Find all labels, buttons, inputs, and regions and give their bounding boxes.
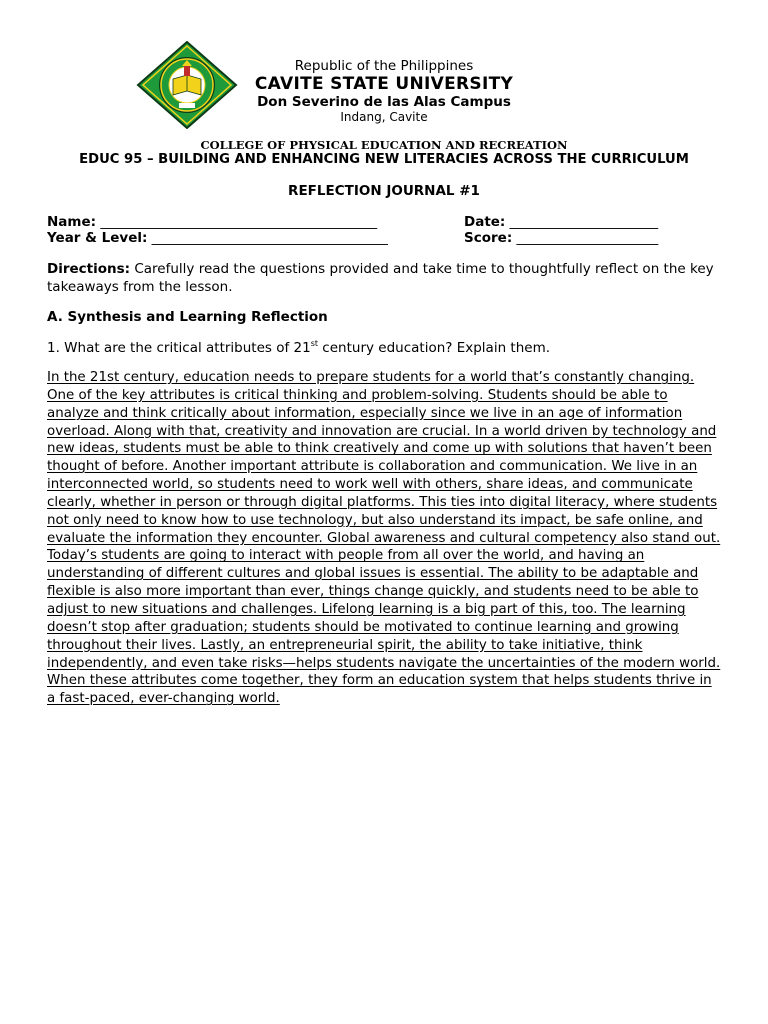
name-field bbox=[47, 214, 377, 230]
answer-1-text: In the 21st century, education needs to prepare students for a world that’s constantly changing. One of the key attributes is critical thinking and problem-solving. Students should be able to analyze and think critically about information, especially since we live in an age of information overload. Along with that, creativity and innovation are crucial. In a world driven by technology and new ideas, students must be able to think creatively and come up with solutions that haven’t been thought of before. Another important attribute is collaboration and communication. We live in an interconnected world, so students need to work well with others, share ideas, and communicate clearly, whether in person or through digital platforms. This ties into digital literacy, where students not only need to know how to use technology, but also understand its impact, be safe online, and evaluate the information they encounter. Global awareness and cultural competency also stand out. Today’s students are going to interact with people from all over the world, and having an understanding of different cultures and global issues is essential. The ability to be adaptable and flexible is also more important than ever, things change quickly, and students need to be able to adjust to new situations and challenges. Lifelong learning is a big part of this, too. The learning doesn’t stop after graduation; students should be motivated to continue learning and growing throughout their lives. Lastly, an entrepreneurial spirit, the ability to take initiative, think independently, and even take risks—helps students navigate the uncertainties of the modern world. When these attributes come together, they form an education system that helps students thrive in a fast-paced, ever-changing world. bbox=[47, 370, 721, 707]
republic-heading: Republic of the Philippines bbox=[294, 58, 474, 74]
college-name: COLLEGE OF PHYSICAL EDUCATION AND RECREATION bbox=[200, 138, 568, 152]
year-level-blank: ___________________________________ bbox=[151, 230, 388, 246]
directions-paragraph bbox=[47, 261, 727, 296]
directions-label: Directions: bbox=[47, 261, 131, 277]
date-field bbox=[464, 214, 658, 230]
date-label: Date: bbox=[464, 214, 506, 230]
year-level-label: Year & Level: bbox=[47, 230, 148, 246]
year-level-field bbox=[47, 230, 388, 246]
score-label: Score: bbox=[464, 230, 513, 246]
date-blank: ______________________ bbox=[509, 214, 659, 230]
course-title: EDUC 95 – BUILDING AND ENHANCING NEW LITERACIES ACROSS THE CURRICULUM bbox=[79, 152, 689, 167]
question-1-prefix: 1. What are the critical attributes of 21 bbox=[47, 340, 311, 356]
name-blank: _________________________________________ bbox=[100, 214, 378, 230]
journal-title: REFLECTION JOURNAL #1 bbox=[288, 183, 480, 199]
campus-location: Indang, Cavite bbox=[340, 110, 428, 124]
section-a-title: A. Synthesis and Learning Reflection bbox=[47, 309, 328, 325]
question-1-superscript: st bbox=[310, 339, 319, 348]
directions-text: Carefully read the questions provided and take time to thoughtfully reflect on the key takeaways from the lesson. bbox=[47, 261, 714, 295]
campus-name: Don Severino de las Alas Campus bbox=[257, 94, 511, 110]
question-1-suffix: century education? Explain them. bbox=[318, 340, 551, 356]
score-field bbox=[464, 230, 658, 246]
question-1 bbox=[47, 339, 550, 356]
university-name: CAVITE STATE UNIVERSITY bbox=[254, 74, 514, 94]
name-label: Name: bbox=[47, 214, 97, 230]
score-blank: _____________________ bbox=[516, 230, 659, 246]
